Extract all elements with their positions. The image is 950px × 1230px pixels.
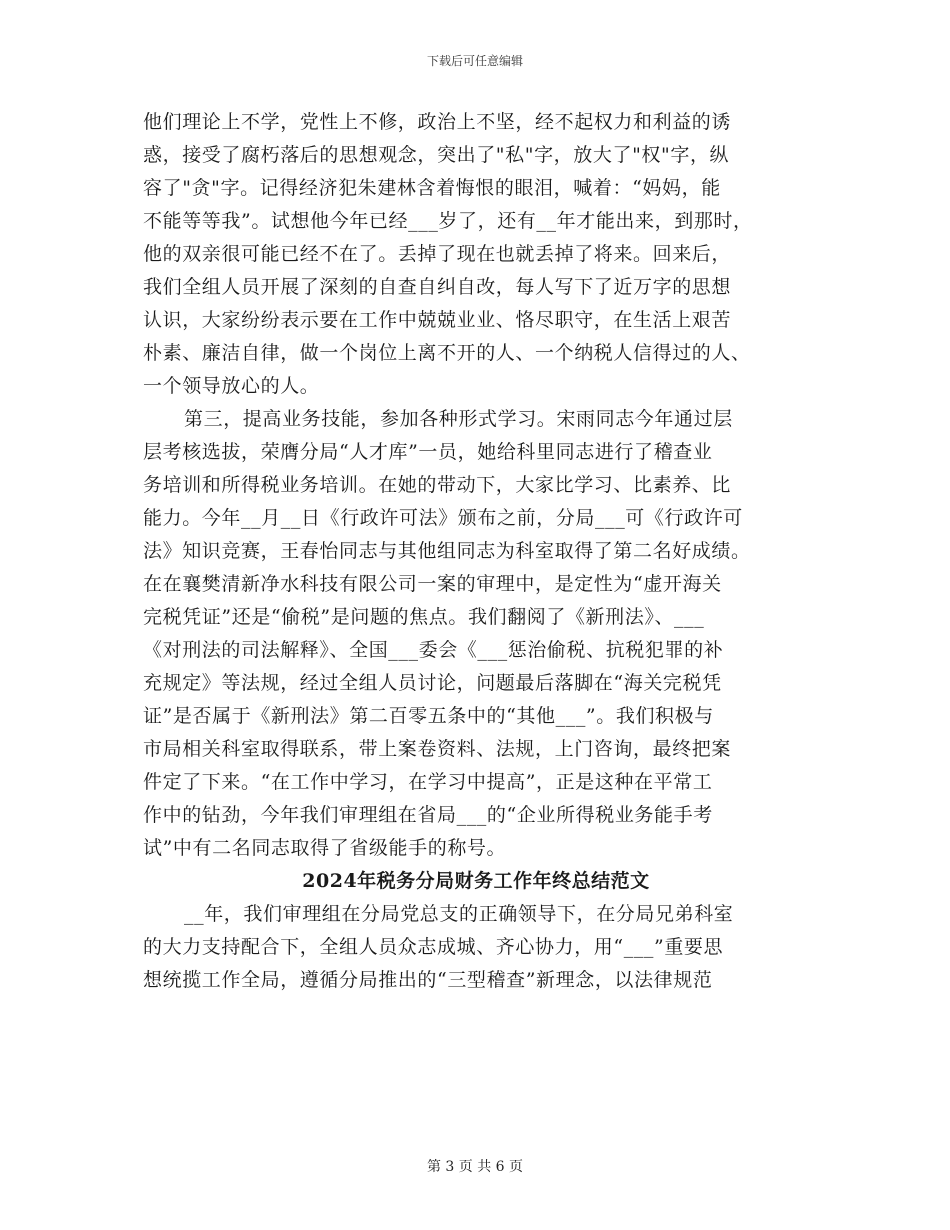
- text-line: 容了"贪"字。记得经济犯朱建林含着悔恨的眼泪，喊着：“妈妈，能: [143, 177, 721, 199]
- text-line: 层考核选拔，荣膺分局“人才库”一员，她给科里同志进行了稽查业: [143, 441, 713, 463]
- text-line: 作中的钻劲，今年我们审理组在省局___的“企业所得税业务能手考: [143, 804, 713, 826]
- text-line: 的大力支持配合下，全组人员众志成城、齐心协力，用“___”重要思: [143, 936, 724, 958]
- section-title: 2024年税务分局财务工作年终总结范文: [302, 870, 650, 892]
- text-line: 务培训和所得税业务培训。在她的带动下，大家比学习、比素养、比: [143, 474, 732, 496]
- text-line: 市局相关科室取得联系，带上案卷资料、法规，上门咨询，最终把案: [143, 738, 732, 760]
- text-line: 证”是否属于《新刑法》第二百零五条中的“其他___”。我们积极与: [143, 705, 714, 727]
- text-line: __年，我们审理组在分局党总支的正确领导下，在分局兄弟科室: [184, 903, 734, 925]
- text-line: 不能等等我”。试想他今年已经___岁了，还有__年才能出来，到那时，: [143, 210, 753, 232]
- text-line: 他们理论上不学，党性上不修，政治上不坚，经不起权力和利益的诱: [143, 111, 732, 133]
- paragraph: [143, 106, 809, 403]
- text-line: 《对刑法的司法解释》、全国___委会《___惩治偷税、抗税犯罪的补: [143, 639, 724, 661]
- page-footer: 第 3 页 共 6 页: [426, 1159, 524, 1175]
- text-line: 第三，提高业务技能，参加各种形式学习。宋雨同志今年通过层: [184, 408, 733, 430]
- text-line: 件定了下来。“在工作中学习，在学习中提高”，正是这种在平常工: [143, 771, 713, 793]
- document-body: [143, 106, 809, 997]
- text-line: 朴素、廉洁自律，做一个岗位上离不开的人、一个纳税人信得过的人、: [143, 342, 751, 364]
- text-line: 在在襄樊清新净水科技有限公司一案的审理中，是定性为“虚开海关: [143, 573, 722, 595]
- paragraph: [143, 898, 809, 997]
- paragraph: [143, 403, 809, 865]
- text-line: 法》知识竞赛，王春怡同志与其他组同志为科室取得了第二名好成绩。: [143, 540, 751, 562]
- text-line: 我们全组人员开展了深刻的自查自纠自改，每人写下了近万字的思想: [143, 276, 732, 298]
- text-line: 惑，接受了腐朽落后的思想观念，突出了"私"字，放大了"权"字，纵: [143, 144, 730, 166]
- text-line: 能力。今年__月__日《行政许可法》颁布之前，分局___可《行政许可: [143, 507, 743, 529]
- section-paragraphs: [143, 106, 809, 865]
- text-line: 一个领导放心的人。: [143, 375, 320, 397]
- text-line: 想统揽工作全局，遵循分局推出的“三型稽查”新理念，以法律规范: [143, 969, 713, 991]
- section-paragraphs-2: [143, 898, 809, 997]
- text-line: 试”中有二名同志取得了省级能手的称号。: [143, 837, 507, 859]
- text-line: 认识，大家纷纷表示要在工作中兢兢业业、恪尽职守，在生活上艰苦: [143, 309, 732, 331]
- text-line: 他的双亲很可能已经不在了。丢掉了现在也就丢掉了将来。回来后，: [143, 243, 732, 265]
- text-line: 充规定》等法规，经过全组人员讨论，问题最后落脚在“海关完税凭: [143, 672, 722, 694]
- text-line: 完税凭证”还是“偷税”是问题的焦点。我们翻阅了《新刑法》、___: [143, 606, 705, 628]
- page-header: 下载后可任意编辑: [426, 54, 523, 68]
